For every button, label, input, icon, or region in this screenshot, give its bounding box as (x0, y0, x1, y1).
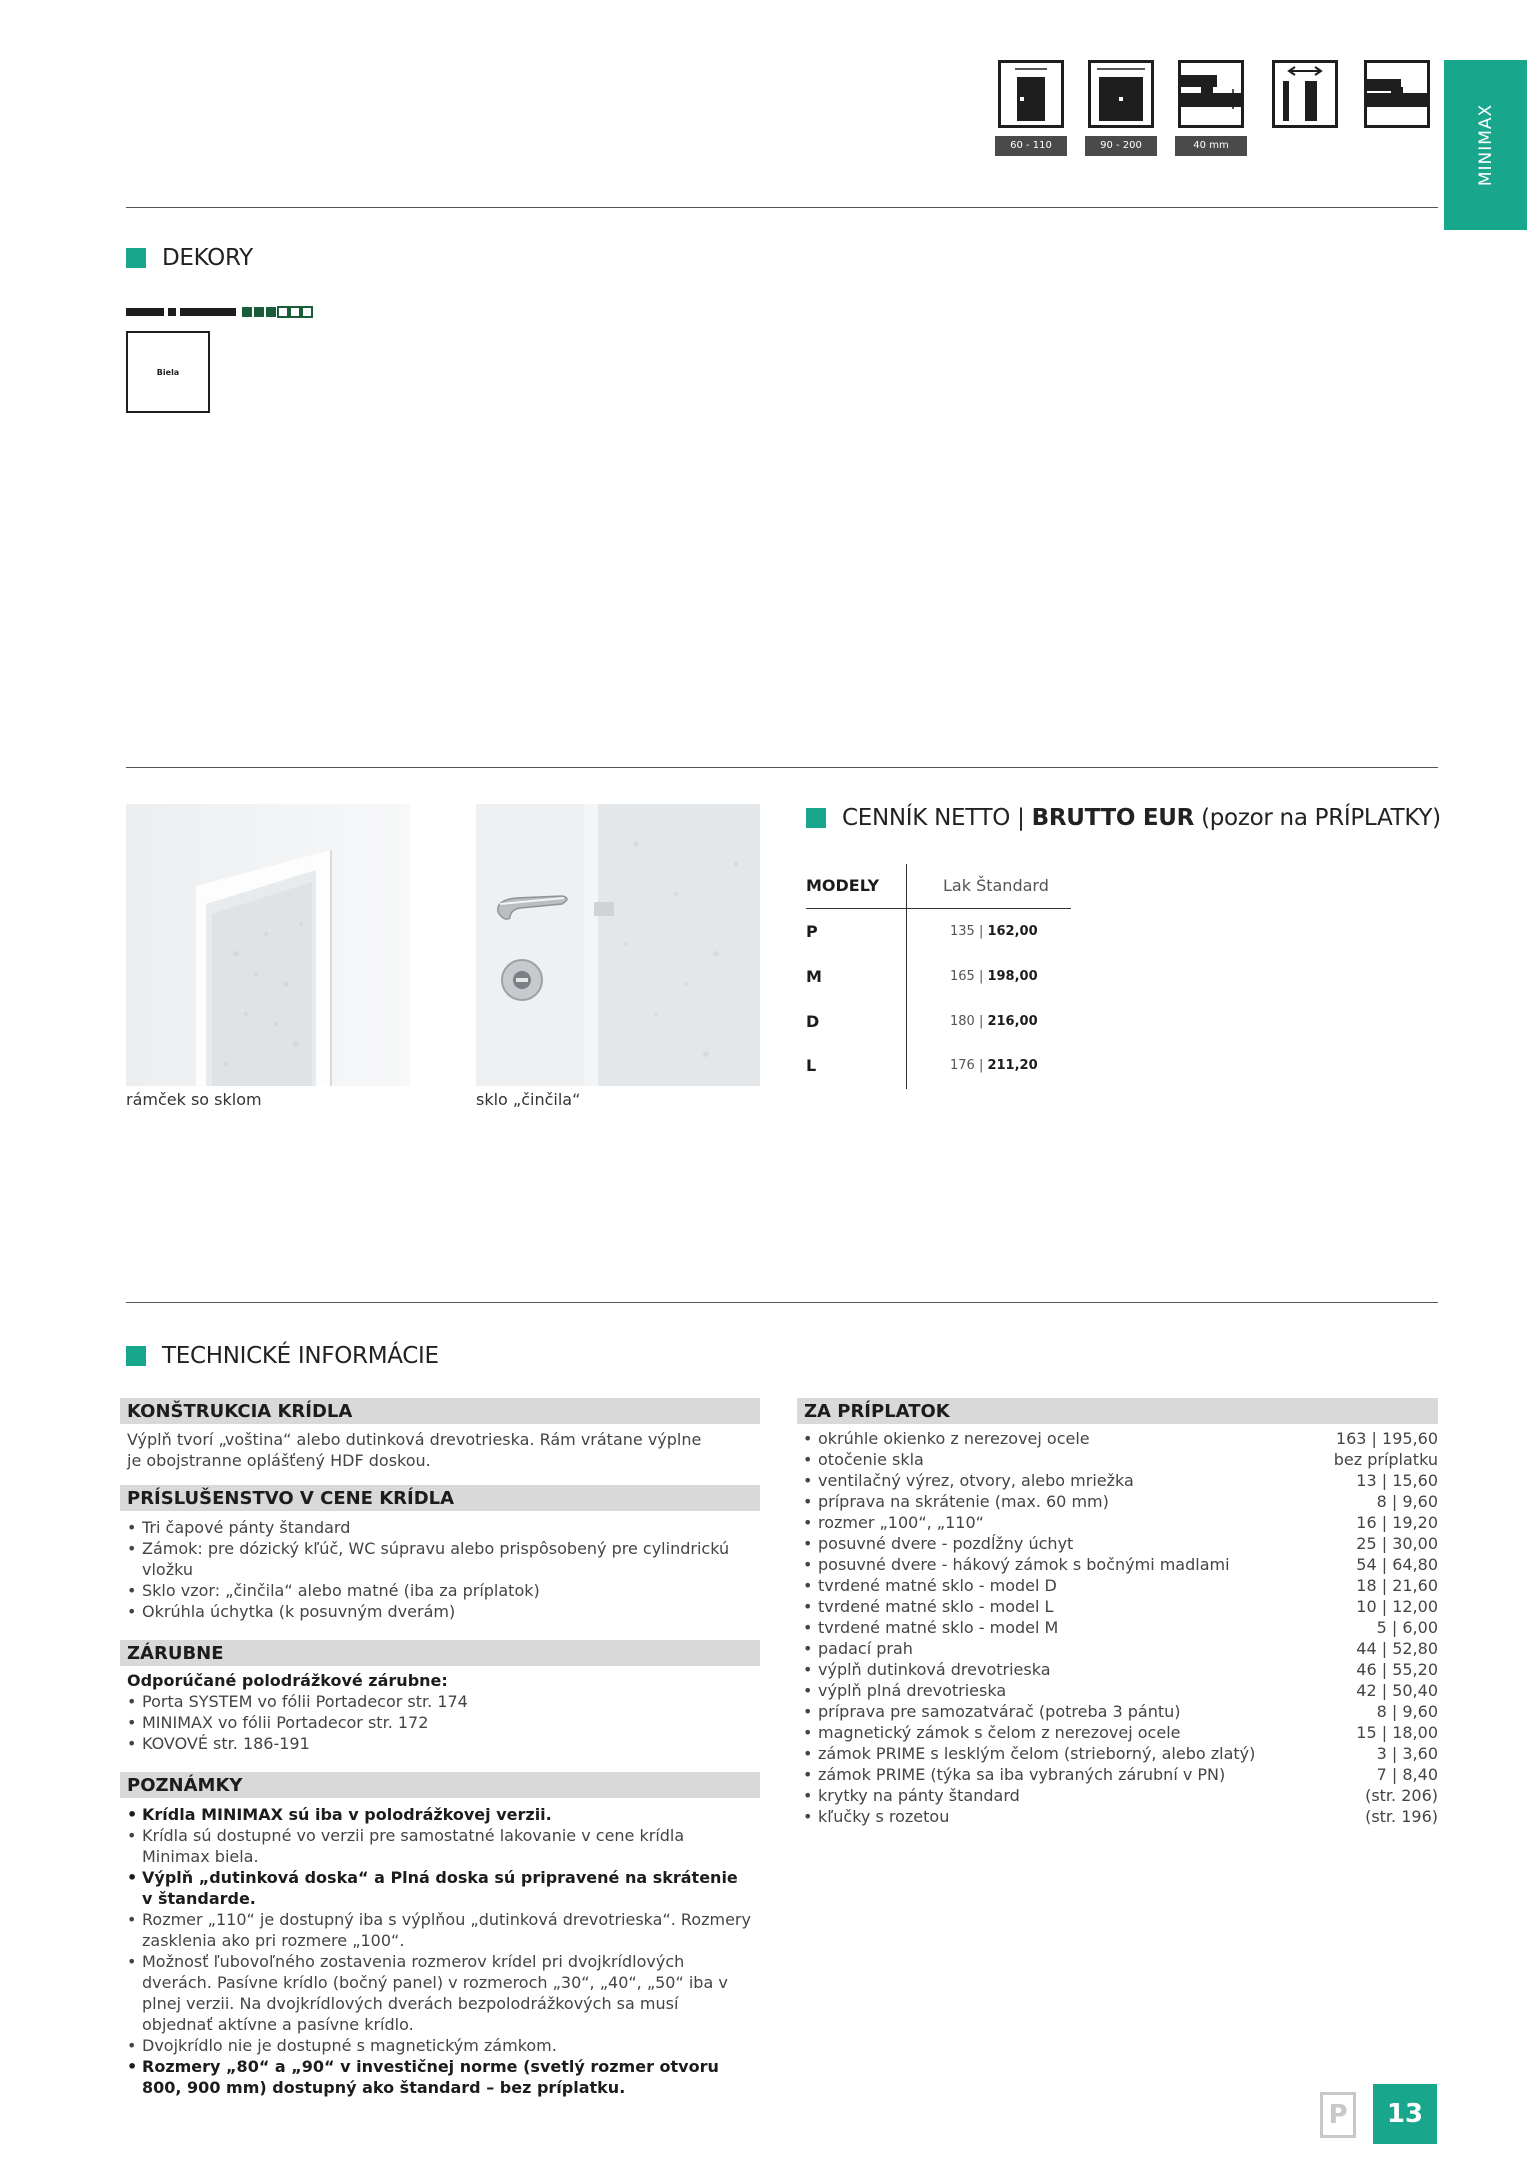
list-item: • tvrdené matné sklo - model M 5 | 6,00 (803, 1617, 1438, 1638)
price-table (806, 864, 1071, 1089)
list-item: • rozmer „100“, „110“ 16 | 19,20 (803, 1512, 1438, 1533)
list-item: • Možnosť ľubovoľného zostavenia rozmerov krídel pri dvojkrídlových dverách. Pasívne krídlo (bočný panel) v rozmeroch „30“, „40“, „50“ iba v plnej verzii. Na dvojkrídlových dverách bezpolodrážkových sa musí objednať aktívne a pasívne krídlo. (127, 1951, 752, 2035)
divider (126, 767, 1438, 768)
list-item: • výplň dutinková drevotrieska 46 | 55,20 (803, 1659, 1438, 1680)
price-cell: 180 | 216,00 (950, 1014, 1038, 1029)
door-height-icon (1088, 60, 1154, 128)
door-thickness-icon (1178, 60, 1244, 128)
list-item: • tvrdené matné sklo - model L 10 | 12,00 (803, 1596, 1438, 1617)
col-header-models: MODELY (806, 876, 880, 895)
list-item: • tvrdené matné sklo - model D 18 | 21,60 (803, 1575, 1438, 1596)
price-title-note: (pozor na PRÍPLATKY) (1194, 805, 1441, 831)
list-item: • Okrúhla úchytka (k posuvným dverám) (127, 1601, 760, 1622)
model-label: P (806, 922, 818, 941)
list-item: • Rozmer „110“ je dostupný iba s výplňou „dutinková drevotrieska“. Rozmery zasklenia ako pri rozmere „100“. (127, 1909, 752, 1951)
table-header-rule (806, 908, 1071, 909)
list-item: • krytky na pánty štandard (str. 206) (803, 1785, 1438, 1806)
list-item: • Dvojkrídlo nie je dostupné s magnetickým zámkom. (127, 2035, 752, 2056)
konstrukcia-line: je obojstranne oplášťený HDF doskou. (127, 1451, 431, 1470)
priplatok-list (797, 1428, 1438, 1827)
tech-left-column (120, 1398, 760, 2098)
door-rebate-icon (1364, 60, 1430, 128)
porta-logo (1320, 2092, 1356, 2138)
photo-caption-right: sklo „činčila“ (476, 1090, 581, 1109)
list-item: • KOVOVÉ str. 186-191 (127, 1733, 760, 1754)
konstrukcia-text (120, 1429, 760, 1471)
section-marker (126, 248, 146, 268)
page-number: 13 (1386, 2099, 1424, 2129)
list-item: • magnetický zámok s čelom z nerezovej ocele 15 | 18,00 (803, 1722, 1438, 1743)
model-label: L (806, 1056, 817, 1075)
photo-glass-cincila (476, 804, 760, 1086)
photo-caption-left: rámček so sklom (126, 1090, 262, 1109)
decor-swatch-label: Biela (156, 367, 180, 377)
logo-letter: P (1328, 2100, 1348, 2130)
zarubne-header: ZÁRUBNE (120, 1640, 760, 1666)
konstrukcia-header: KONŠTRUKCIA KRÍDLA (120, 1398, 760, 1424)
section-marker (126, 1346, 146, 1366)
price-title-netto: CENNÍK NETTO | (842, 805, 1032, 831)
dekory-title: DEKORY (162, 245, 253, 271)
side-tab-label: MINIMAX (1475, 103, 1496, 187)
price-heading (806, 805, 1441, 831)
list-item: • príprava na skrátenie (max. 60 mm) 8 | 9,60 (803, 1491, 1438, 1512)
list-item: • Zámok: pre dózický kľúč, WC súpravu alebo prispôsobený pre cylindrickú vložku (127, 1538, 760, 1580)
list-item: • Sklo vzor: „činčila“ alebo matné (iba za príplatok) (127, 1580, 760, 1601)
width-tag: 60 - 110 (995, 136, 1067, 156)
prislusenstvo-list (120, 1517, 760, 1622)
list-item: • príprava pre samozatvárač (potreba 3 pántu) 8 | 9,60 (803, 1701, 1438, 1722)
priplatok-header: ZA PRÍPLATOK (797, 1398, 1438, 1424)
price-cell: 176 | 211,20 (950, 1058, 1038, 1073)
list-item: • ventilačný výrez, otvory, alebo mriežka 13 | 15,60 (803, 1470, 1438, 1491)
list-item: • zámok PRIME (týka sa iba vybraných zárubní v PN) 7 | 8,40 (803, 1764, 1438, 1785)
divider (126, 207, 1438, 208)
table-vertical-rule (906, 864, 907, 1089)
list-item: • padací prah 44 | 52,80 (803, 1638, 1438, 1659)
list-item: • Porta SYSTEM vo fólii Portadecor str. 174 (127, 1691, 760, 1712)
tech-heading (126, 1343, 439, 1369)
zarubne-list (120, 1691, 760, 1754)
height-tag: 90 - 200 (1085, 136, 1157, 156)
list-item: • Krídla MINIMAX sú iba v polodrážkovej verzii. (127, 1804, 752, 1825)
page-number-badge (1373, 2084, 1437, 2144)
price-title-brutto: BRUTTO EUR (1031, 805, 1195, 831)
poznamky-header: POZNÁMKY (120, 1772, 760, 1798)
tech-title: TECHNICKÉ INFORMÁCIE (162, 1343, 439, 1369)
model-label: M (806, 967, 822, 986)
door-width-icon (998, 60, 1064, 128)
list-item: • kľučky s rozetou (str. 196) (803, 1806, 1438, 1827)
list-item: • výplň plná drevotrieska 42 | 50,40 (803, 1680, 1438, 1701)
section-marker (806, 808, 826, 828)
konstrukcia-line: Výplň tvorí „voština“ alebo dutinková drevotrieska. Rám vrátane výplne (127, 1430, 702, 1449)
list-item: • Rozmery „80“ a „90“ v investičnej norme (svetlý rozmer otvoru 800, 900 mm) dostupný ako štandard – bez príplatku. (127, 2056, 752, 2098)
priplatok-section (797, 1398, 1438, 1827)
price-cell: 135 | 162,00 (950, 924, 1038, 939)
zarubne-subtitle: Odporúčané polodrážkové zárubne: (127, 1671, 448, 1690)
decor-swatch-biela (126, 331, 210, 413)
list-item: • Krídla sú dostupné vo verzii pre samostatné lakovanie v cene krídla Minimax biela. (127, 1825, 752, 1867)
list-item: • otočenie skla bez príplatku (803, 1449, 1438, 1470)
model-label: D (806, 1012, 820, 1031)
decor-legend-graphic (126, 306, 336, 320)
thickness-tag: 40 mm (1175, 136, 1247, 156)
col-header-lak: Lak Štandard (943, 876, 1049, 895)
list-item: • MINIMAX vo fólii Portadecor str. 172 (127, 1712, 760, 1733)
door-reversible-icon (1272, 60, 1338, 128)
list-item: • posuvné dvere - hákový zámok s bočnými madlami 54 | 64,80 (803, 1554, 1438, 1575)
poznamky-list (120, 1804, 752, 2098)
dekory-heading (126, 245, 253, 271)
divider (126, 1302, 1438, 1303)
photo-frame-with-glass (126, 804, 410, 1086)
list-item: • Výplň „dutinková doska“ a Plná doska sú pripravené na skrátenie v štandarde. (127, 1867, 752, 1909)
side-tab-minimax (1444, 60, 1527, 230)
list-item: • okrúhle okienko z nerezovej ocele 163 | 195,60 (803, 1428, 1438, 1449)
list-item: • Tri čapové pánty štandard (127, 1517, 760, 1538)
price-cell: 165 | 198,00 (950, 969, 1038, 984)
list-item: • zámok PRIME s lesklým čelom (strieborný, alebo zlatý) 3 | 3,60 (803, 1743, 1438, 1764)
list-item: • posuvné dvere - pozdĺžny úchyt 25 | 30,00 (803, 1533, 1438, 1554)
prislusenstvo-header: PRÍSLUŠENSTVO V CENE KRÍDLA (120, 1485, 760, 1511)
